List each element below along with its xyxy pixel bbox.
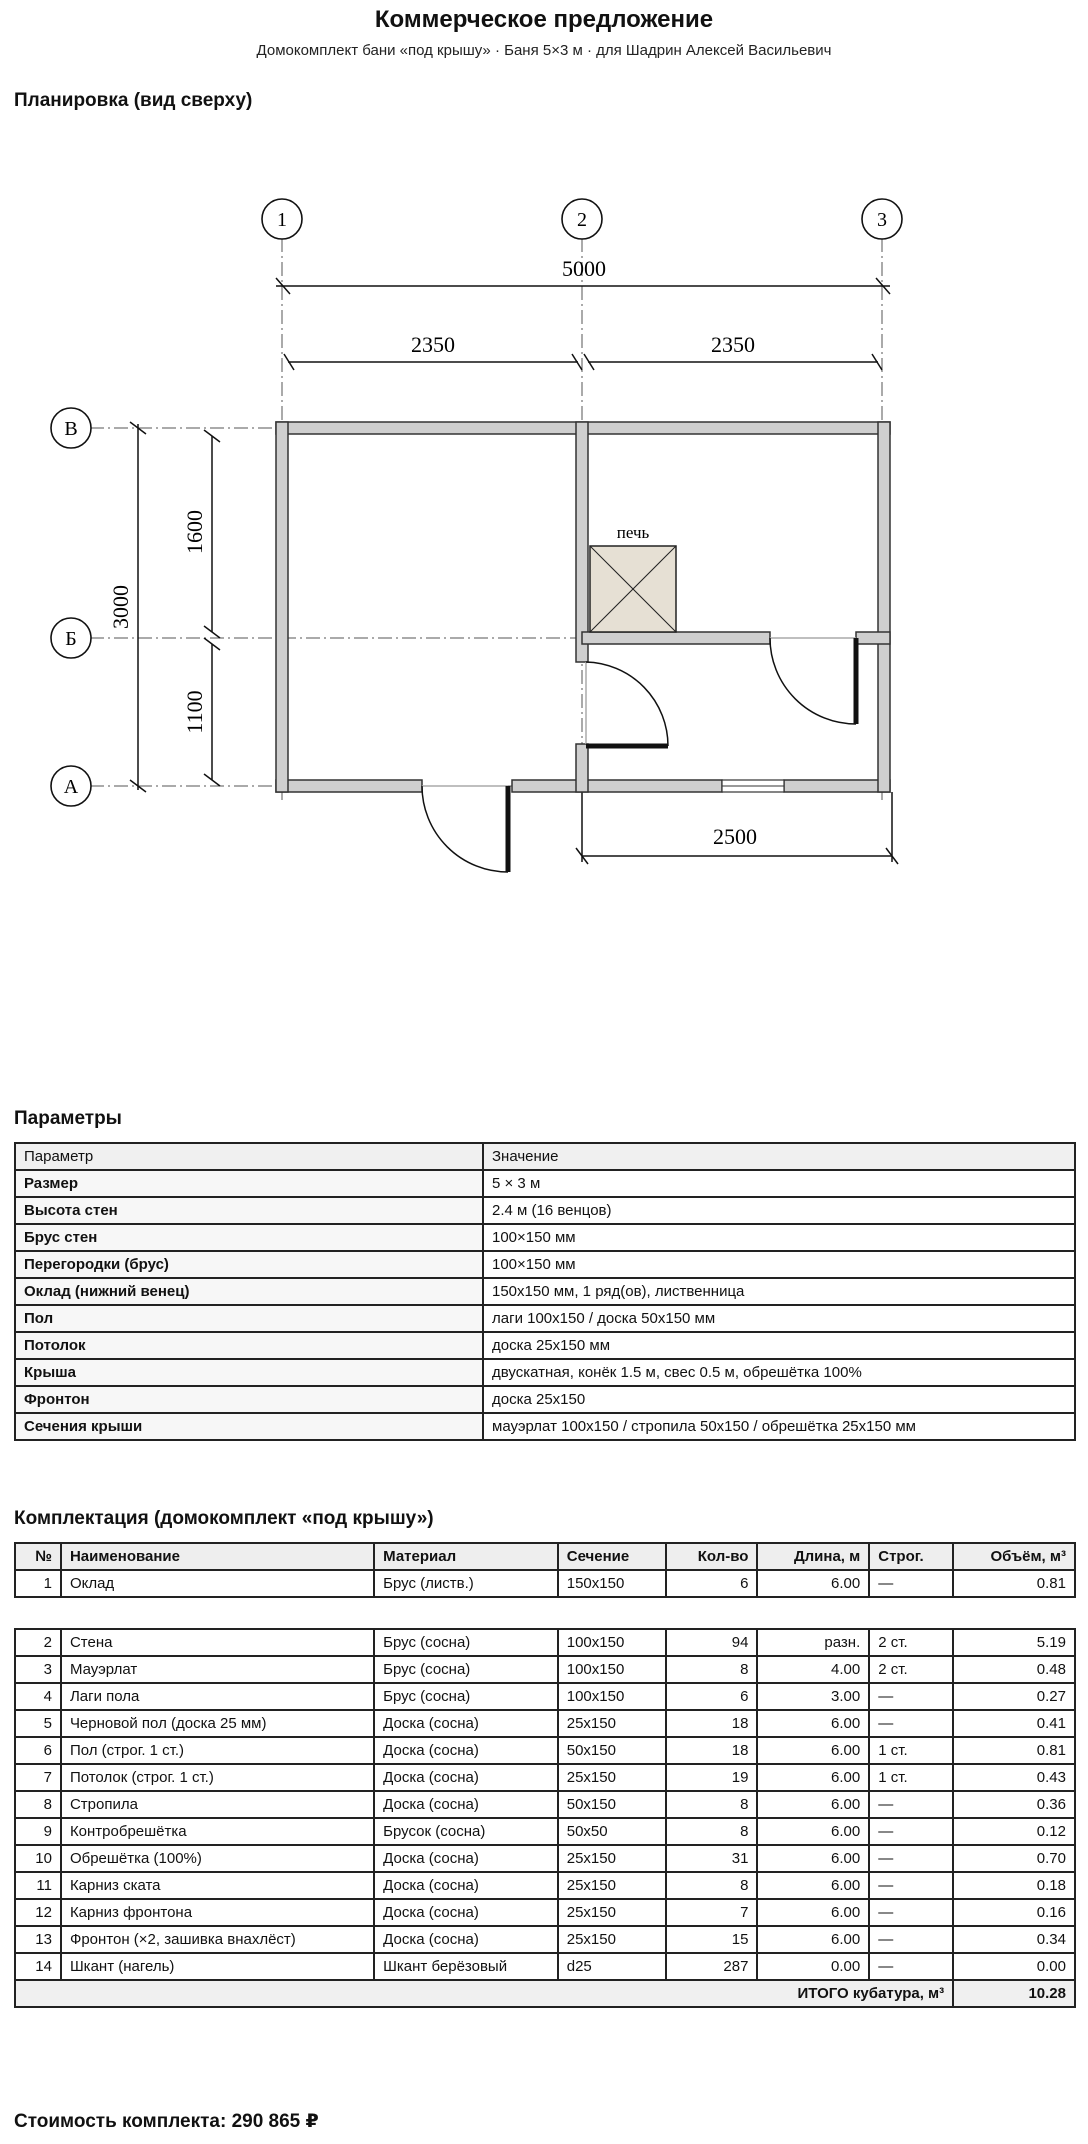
bom-cell-num: 2 — [15, 1629, 61, 1656]
bom-cell-volume: 0.70 — [953, 1845, 1075, 1872]
axis-label-a: А — [63, 776, 79, 798]
bom-cell-planing: 1 ст. — [869, 1764, 953, 1791]
bom-cell-section: 50x150 — [558, 1737, 666, 1764]
bom-cell-volume: 0.00 — [953, 1953, 1075, 1980]
bom-cell-num: 9 — [15, 1818, 61, 1845]
bom-cell-qty: 7 — [666, 1899, 758, 1926]
bom-cell-volume: 5.19 — [953, 1629, 1075, 1656]
param-value: 5 × 3 м — [483, 1170, 1075, 1197]
bom-cell-name: Карниз фронтона — [61, 1899, 374, 1926]
bom-cell-qty: 18 — [666, 1737, 758, 1764]
table-row — [15, 1737, 1075, 1764]
bom-cell-name: Мауэрлат — [61, 1656, 374, 1683]
table-row — [15, 1710, 1075, 1737]
bom-cell-qty: 287 — [666, 1953, 758, 1980]
params-row — [15, 1224, 1075, 1251]
bom-cell-length: 0.00 — [757, 1953, 869, 1980]
total-label: ИТОГО кубатура, м³ — [15, 1980, 953, 2007]
params-row — [15, 1278, 1075, 1305]
bom-cell-length: разн. — [757, 1629, 869, 1656]
dim-total-depth: 3000 — [108, 585, 133, 629]
dim-total-width: 5000 — [562, 256, 606, 281]
dim-bottom-right: 2500 — [713, 824, 757, 849]
param-name: Оклад (нижний венец) — [15, 1278, 483, 1305]
table-row — [15, 1926, 1075, 1953]
bom-cell-length: 6.00 — [757, 1899, 869, 1926]
param-name: Перегородки (брус) — [15, 1251, 483, 1278]
table-row — [15, 1953, 1075, 1980]
bom-cell-material: Доска (сосна) — [374, 1764, 558, 1791]
bom-cell-material: Доска (сосна) — [374, 1926, 558, 1953]
bom-cell-qty: 8 — [666, 1872, 758, 1899]
bom-cell-qty: 18 — [666, 1710, 758, 1737]
table-row — [15, 1764, 1075, 1791]
bom-cell-volume: 0.36 — [953, 1791, 1075, 1818]
axis-label-1: 1 — [277, 209, 287, 231]
bom-cell-section: 25x150 — [558, 1926, 666, 1953]
param-value: мауэрлат 100x150 / стропила 50x150 / обрешётка 25x150 мм — [483, 1413, 1075, 1440]
bom-cell-name: Шкант (нагель) — [61, 1953, 374, 1980]
walls — [276, 422, 890, 792]
bom-cell-material: Брус (сосна) — [374, 1629, 558, 1656]
bom-cell-num: 11 — [15, 1872, 61, 1899]
param-name: Пол — [15, 1305, 483, 1332]
bom-col-material: Материал — [374, 1543, 558, 1570]
bom-cell-length: 6.00 — [757, 1818, 869, 1845]
params-row — [15, 1305, 1075, 1332]
bom-cell-name: Потолок (строг. 1 ст.) — [61, 1764, 374, 1791]
bom-header-row — [15, 1543, 1075, 1570]
params-col-value: Значение — [483, 1143, 1075, 1170]
bom-cell-qty: 8 — [666, 1656, 758, 1683]
param-value: лаги 100x150 / доска 50x150 мм — [483, 1305, 1075, 1332]
bom-cell-planing: 1 ст. — [869, 1737, 953, 1764]
bom-cell-volume: 0.48 — [953, 1656, 1075, 1683]
bom-cell-material: Доска (сосна) — [374, 1899, 558, 1926]
total-row — [15, 1980, 1075, 2007]
bom-cell-section: 25x150 — [558, 1764, 666, 1791]
table-spacer — [15, 1597, 1075, 1629]
bom-cell-material: Доска (сосна) — [374, 1791, 558, 1818]
axis-label-3: 3 — [877, 209, 887, 231]
bom-cell-name: Лаги пола — [61, 1683, 374, 1710]
dim-left-span: 2350 — [411, 332, 455, 357]
bom-col-qty: Кол-во — [666, 1543, 758, 1570]
bom-cell-material: Брусок (сосна) — [374, 1818, 558, 1845]
bom-cell-planing: — — [869, 1791, 953, 1818]
param-value: доска 25x150 мм — [483, 1332, 1075, 1359]
bom-cell-material: Доска (сосна) — [374, 1845, 558, 1872]
param-value: двускатная, конёк 1.5 м, свес 0.5 м, обрешётка 100% — [483, 1359, 1075, 1386]
params-row — [15, 1359, 1075, 1386]
bom-cell-qty: 6 — [666, 1570, 758, 1597]
bom-cell-length: 3.00 — [757, 1683, 869, 1710]
bom-cell-section: 25x150 — [558, 1710, 666, 1737]
bom-cell-qty: 6 — [666, 1683, 758, 1710]
table-row — [15, 1818, 1075, 1845]
axis-marker-a — [51, 766, 91, 806]
bom-cell-planing: 2 ст. — [869, 1629, 953, 1656]
table-row — [15, 1791, 1075, 1818]
bom-cell-section: 25x150 — [558, 1872, 666, 1899]
bom-col-section: Сечение — [558, 1543, 666, 1570]
bom-cell-volume: 0.18 — [953, 1872, 1075, 1899]
bom-cell-material: Брус (сосна) — [374, 1683, 558, 1710]
bom-cell-qty: 8 — [666, 1818, 758, 1845]
bom-col-volume: Объём, м³ — [953, 1543, 1075, 1570]
bom-cell-num: 12 — [15, 1899, 61, 1926]
bom-cell-volume: 0.16 — [953, 1899, 1075, 1926]
page-subtitle: Домокомплект бани «под крышу» · Баня 5×3 м · для Шадрин Алексей Васильевич — [256, 42, 832, 59]
stove-label: печь — [616, 523, 650, 542]
params-table — [14, 1142, 1076, 1441]
params-row — [15, 1332, 1075, 1359]
bom-heading: Комплектация (домокомплект «под крышу») — [14, 1508, 434, 1529]
dim-lower-depth: 1100 — [182, 690, 207, 734]
param-value: 100×150 мм — [483, 1251, 1075, 1278]
bom-cell-length: 6.00 — [757, 1764, 869, 1791]
bom-cell-material: Доска (сосна) — [374, 1872, 558, 1899]
params-col-param: Параметр — [15, 1143, 483, 1170]
bom-cell-length: 6.00 — [757, 1872, 869, 1899]
bom-cell-num: 1 — [15, 1570, 61, 1597]
params-row — [15, 1170, 1075, 1197]
bom-cell-length: 6.00 — [757, 1570, 869, 1597]
params-row — [15, 1251, 1075, 1278]
params-row — [15, 1386, 1075, 1413]
bom-cell-planing: 2 ст. — [869, 1656, 953, 1683]
dim-right-span: 2350 — [711, 332, 755, 357]
bom-col-length: Длина, м — [757, 1543, 869, 1570]
axis-label-v: В — [64, 418, 78, 440]
dimension-lines — [130, 278, 898, 864]
door-interior — [586, 662, 668, 746]
bom-cell-name: Оклад — [61, 1570, 374, 1597]
door-steam-room — [770, 638, 856, 724]
table-row — [15, 1570, 1075, 1597]
bom-cell-qty: 8 — [666, 1791, 758, 1818]
bom-cell-num: 8 — [15, 1791, 61, 1818]
bom-cell-length: 6.00 — [757, 1791, 869, 1818]
bom-cell-length: 6.00 — [757, 1926, 869, 1953]
bom-cell-num: 7 — [15, 1764, 61, 1791]
bom-cell-name: Пол (строг. 1 ст.) — [61, 1737, 374, 1764]
bom-cell-material: Брус (листв.) — [374, 1570, 558, 1597]
bom-cell-num: 4 — [15, 1683, 61, 1710]
axis-marker-1 — [262, 199, 302, 239]
table-row — [15, 1683, 1075, 1710]
bom-cell-section: 100x150 — [558, 1629, 666, 1656]
bom-cell-name: Карниз ската — [61, 1872, 374, 1899]
bom-col-name: Наименование — [61, 1543, 374, 1570]
bom-cell-section: 150x150 — [558, 1570, 666, 1597]
bom-cell-section: 25x150 — [558, 1899, 666, 1926]
bom-cell-planing: — — [869, 1872, 953, 1899]
bom-cell-section: 50x150 — [558, 1791, 666, 1818]
params-row — [15, 1197, 1075, 1224]
param-name: Крыша — [15, 1359, 483, 1386]
bom-cell-material: Брус (сосна) — [374, 1656, 558, 1683]
bom-cell-num: 10 — [15, 1845, 61, 1872]
bom-cell-qty: 15 — [666, 1926, 758, 1953]
bom-table — [14, 1542, 1076, 2008]
bom-cell-planing: — — [869, 1899, 953, 1926]
bom-cell-length: 6.00 — [757, 1710, 869, 1737]
bom-cell-name: Фронтон (×2, зашивка внахлёст) — [61, 1926, 374, 1953]
bom-cell-section: 50x50 — [558, 1818, 666, 1845]
total-cost: Стоимость комплекта: 290 865 ₽ — [14, 2111, 319, 2132]
axis-label-b: Б — [65, 628, 77, 650]
floor-plan-drawing — [0, 120, 1088, 920]
param-value: доска 25x150 — [483, 1386, 1075, 1413]
bom-cell-name: Обрешётка (100%) — [61, 1845, 374, 1872]
bom-cell-volume: 0.81 — [953, 1737, 1075, 1764]
bom-cell-material: Шкант берёзовый — [374, 1953, 558, 1980]
bom-cell-volume: 0.27 — [953, 1683, 1075, 1710]
table-row — [15, 1845, 1075, 1872]
door-entrance — [422, 786, 508, 872]
axis-marker-v — [51, 408, 91, 448]
bom-cell-volume: 0.81 — [953, 1570, 1075, 1597]
param-name: Фронтон — [15, 1386, 483, 1413]
table-row — [15, 1656, 1075, 1683]
bom-cell-section: d25 — [558, 1953, 666, 1980]
bom-cell-section: 25x150 — [558, 1845, 666, 1872]
param-name: Потолок — [15, 1332, 483, 1359]
bom-cell-planing: — — [869, 1953, 953, 1980]
axis-lines — [90, 238, 890, 800]
bom-cell-num: 3 — [15, 1656, 61, 1683]
table-row — [15, 1899, 1075, 1926]
bom-cell-qty: 94 — [666, 1629, 758, 1656]
table-row — [15, 1872, 1075, 1899]
params-header-row — [15, 1143, 1075, 1170]
bom-cell-planing: — — [869, 1926, 953, 1953]
param-value: 2.4 м (16 венцов) — [483, 1197, 1075, 1224]
bom-cell-length: 6.00 — [757, 1737, 869, 1764]
stove — [590, 546, 676, 632]
param-name: Высота стен — [15, 1197, 483, 1224]
bom-cell-qty: 19 — [666, 1764, 758, 1791]
bom-cell-volume: 0.12 — [953, 1818, 1075, 1845]
params-row — [15, 1413, 1075, 1440]
axis-label-2: 2 — [577, 209, 587, 231]
param-name: Брус стен — [15, 1224, 483, 1251]
bom-cell-name: Контробрешётка — [61, 1818, 374, 1845]
bom-cell-name: Стропила — [61, 1791, 374, 1818]
bom-cell-planing: — — [869, 1683, 953, 1710]
bom-cell-material: Доска (сосна) — [374, 1710, 558, 1737]
bom-cell-length: 6.00 — [757, 1845, 869, 1872]
axis-marker-b — [51, 618, 91, 658]
bom-cell-num: 14 — [15, 1953, 61, 1980]
bom-cell-num: 5 — [15, 1710, 61, 1737]
bom-cell-material: Доска (сосна) — [374, 1737, 558, 1764]
bom-cell-num: 13 — [15, 1926, 61, 1953]
bom-cell-planing: — — [869, 1570, 953, 1597]
bom-cell-volume: 0.43 — [953, 1764, 1075, 1791]
bom-col-planing: Строг. — [869, 1543, 953, 1570]
bom-cell-section: 100x150 — [558, 1656, 666, 1683]
bom-cell-planing: — — [869, 1710, 953, 1737]
param-value: 100×150 мм — [483, 1224, 1075, 1251]
total-value: 10.28 — [953, 1980, 1075, 2007]
axis-marker-2 — [562, 199, 602, 239]
params-heading: Параметры — [14, 1108, 122, 1129]
plan-heading: Планировка (вид сверху) — [14, 90, 253, 111]
bom-cell-volume: 0.41 — [953, 1710, 1075, 1737]
param-name: Размер — [15, 1170, 483, 1197]
bom-cell-planing: — — [869, 1818, 953, 1845]
bom-col-num: № — [15, 1543, 61, 1570]
param-name: Сечения крыши — [15, 1413, 483, 1440]
axis-marker-3 — [862, 199, 902, 239]
bom-cell-name: Стена — [61, 1629, 374, 1656]
bom-cell-length: 4.00 — [757, 1656, 869, 1683]
table-row — [15, 1629, 1075, 1656]
bom-cell-qty: 31 — [666, 1845, 758, 1872]
bom-cell-section: 100x150 — [558, 1683, 666, 1710]
bom-cell-num: 6 — [15, 1737, 61, 1764]
bom-cell-planing: — — [869, 1845, 953, 1872]
page-title: Коммерческое предложение — [374, 6, 714, 33]
bom-cell-name: Черновой пол (доска 25 мм) — [61, 1710, 374, 1737]
dim-upper-depth: 1600 — [182, 510, 207, 554]
param-value: 150x150 мм, 1 ряд(ов), лиственница — [483, 1278, 1075, 1305]
bom-cell-volume: 0.34 — [953, 1926, 1075, 1953]
